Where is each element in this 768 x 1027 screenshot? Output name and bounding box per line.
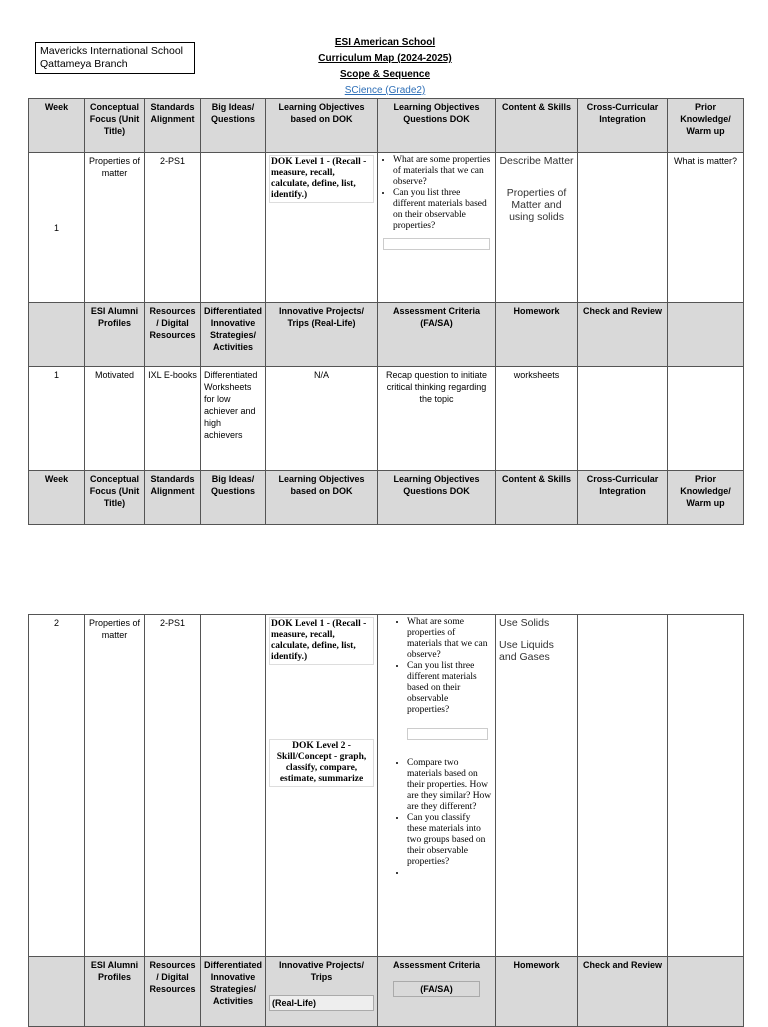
content-item: Use Solids bbox=[499, 617, 550, 629]
resources-cell: IXL E-books bbox=[145, 367, 201, 471]
focus-cell: Properties of matter bbox=[85, 153, 145, 303]
header-line-1: ESI American School bbox=[334, 37, 436, 48]
prior-cell bbox=[668, 615, 744, 957]
header-line-2: Curriculum Map (2024-2025) bbox=[318, 53, 452, 64]
col-week: Week bbox=[29, 471, 85, 525]
col-content-skills: Content & Skills bbox=[496, 99, 578, 153]
questions-cell bbox=[378, 153, 496, 303]
curriculum-table-week-1 bbox=[28, 98, 744, 525]
list-item: • Can you list three different materials based on their observable properties? bbox=[407, 661, 492, 716]
col-alumni: ESI Alumni Profiles bbox=[85, 957, 145, 1027]
questions-cell bbox=[378, 615, 496, 957]
col-objectives-questions: Learning Objectives Questions DOK bbox=[378, 99, 496, 153]
list-item: • Can you classify these materials into two groups based on their observable properties? bbox=[407, 813, 492, 868]
col-content-skills: Content & Skills bbox=[496, 471, 578, 525]
curriculum-table-week-2 bbox=[28, 614, 744, 1027]
list-item: • What are some properties of materials that we can observe? bbox=[407, 617, 492, 661]
projects-subtitle: (Real-Life) bbox=[269, 995, 374, 1011]
col-homework: Homework bbox=[496, 957, 578, 1027]
week-2-row bbox=[29, 615, 744, 957]
col-big-ideas: Big Ideas/ Questions bbox=[201, 471, 266, 525]
col-empty bbox=[29, 957, 85, 1027]
week-number: 1 bbox=[29, 367, 85, 471]
col-week: Week bbox=[29, 99, 85, 153]
col-empty bbox=[668, 303, 744, 367]
col-assessment: Assessment Criteria (FA/SA) bbox=[378, 303, 496, 367]
document-header bbox=[280, 35, 490, 99]
col-check-review: Check and Review bbox=[578, 957, 668, 1027]
content-item: Describe Matter bbox=[499, 155, 574, 167]
list-item: • Compare two materials based on their properties. How are they similar? How are they different? bbox=[407, 758, 492, 813]
list-item: • What are some properties of materials that we can observe? bbox=[393, 155, 492, 188]
big-ideas-cell bbox=[201, 153, 266, 303]
dok-cell bbox=[266, 153, 378, 303]
questions-list-1 bbox=[381, 617, 492, 716]
col-projects: Innovative Projects/ Trips (Real-Life) bbox=[266, 303, 378, 367]
dok-level-2: DOK Level 2 - Skill/Concept - graph, classify, compare, estimate, summarize bbox=[269, 739, 374, 787]
col-prior-knowledge: Prior Knowledge/ Warm up bbox=[668, 99, 744, 153]
dok-level-1: DOK Level 1 - (Recall - measure, recall, calculate, define, list, identify.) bbox=[269, 617, 374, 665]
secondary-header-row bbox=[29, 957, 744, 1027]
assessment-cell: Recap question to initiate critical thinking regarding the topic bbox=[378, 367, 496, 471]
header-row bbox=[29, 99, 744, 153]
content-cell bbox=[496, 615, 578, 957]
col-focus: Conceptual Focus (Unit Title) bbox=[85, 471, 145, 525]
list-item: • Can you list three different materials based on their observable properties? bbox=[393, 188, 492, 232]
homework-cell: worksheets bbox=[496, 367, 578, 471]
col-alumni: ESI Alumni Profiles bbox=[85, 303, 145, 367]
week-1-details-row bbox=[29, 367, 744, 471]
dok-cell bbox=[266, 615, 378, 957]
cross-curricular-cell bbox=[578, 615, 668, 957]
col-cross-curricular: Cross-Curricular Integration bbox=[578, 99, 668, 153]
assessment-title: Assessment Criteria bbox=[392, 960, 481, 970]
school-name-box bbox=[35, 42, 195, 74]
col-cross-curricular: Cross-Curricular Integration bbox=[578, 471, 668, 525]
col-resources: Resources / Digital Resources bbox=[145, 957, 201, 1027]
content-cell bbox=[496, 153, 578, 303]
col-objectives-dok: Learning Objectives based on DOK bbox=[266, 471, 378, 525]
assessment-subtitle: (FA/SA) bbox=[393, 981, 480, 997]
col-projects bbox=[266, 957, 378, 1027]
big-ideas-cell bbox=[201, 615, 266, 957]
col-standards: Standards Alignment bbox=[145, 471, 201, 525]
col-check-review: Check and Review bbox=[578, 303, 668, 367]
col-objectives-questions: Learning Objectives Questions DOK bbox=[378, 471, 496, 525]
col-resources: Resources / Digital Resources bbox=[145, 303, 201, 367]
check-review-cell bbox=[578, 367, 668, 471]
prior-cell: What is matter? bbox=[668, 153, 744, 303]
cross-curricular-cell bbox=[578, 153, 668, 303]
col-prior-knowledge: Prior Knowledge/ Warm up bbox=[668, 471, 744, 525]
subject-line: SCience (Grade2) bbox=[344, 85, 426, 96]
col-big-ideas: Big Ideas/ Questions bbox=[201, 99, 266, 153]
dok-level-1: DOK Level 1 - (Recall - measure, recall, calculate, define, list, identify.) bbox=[269, 155, 374, 203]
col-differentiated: Differentiated Innovative Strategies/ Activities bbox=[201, 303, 266, 367]
projects-title: Innovative Projects/ Trips bbox=[279, 960, 365, 982]
col-empty bbox=[29, 303, 85, 367]
col-objectives-dok: Learning Objectives based on DOK bbox=[266, 99, 378, 153]
standard-cell: 2-PS1 bbox=[145, 153, 201, 303]
header-row-repeat bbox=[29, 471, 744, 525]
projects-cell: N/A bbox=[266, 367, 378, 471]
questions-list-2 bbox=[381, 758, 492, 879]
questions-list bbox=[381, 155, 492, 232]
week-1-row bbox=[29, 153, 744, 303]
week-number: 2 bbox=[29, 615, 85, 957]
col-homework: Homework bbox=[496, 303, 578, 367]
header-line-3: Scope & Sequence bbox=[339, 69, 431, 80]
list-item bbox=[407, 868, 492, 879]
empty-text-box bbox=[407, 728, 488, 740]
standard-cell: 2-PS1 bbox=[145, 615, 201, 957]
content-item: Use Liquids and Gases bbox=[499, 639, 554, 663]
col-differentiated: Differentiated Innovative Strategies/ Activities bbox=[201, 957, 266, 1027]
empty-text-box bbox=[383, 238, 490, 250]
school-branch: Qattameya Branch bbox=[40, 58, 128, 70]
content-item: Properties of Matter and using solids bbox=[506, 187, 567, 223]
empty-cell bbox=[668, 367, 744, 471]
col-empty bbox=[668, 957, 744, 1027]
week-number: 1 bbox=[29, 153, 85, 303]
differentiated-cell: Differentiated Worksheets for low achiever and high achievers bbox=[201, 367, 266, 471]
col-focus: Conceptual Focus (Unit Title) bbox=[85, 99, 145, 153]
alumni-cell: Motivated bbox=[85, 367, 145, 471]
col-assessment bbox=[378, 957, 496, 1027]
col-standards: Standards Alignment bbox=[145, 99, 201, 153]
secondary-header-row bbox=[29, 303, 744, 367]
focus-cell: Properties of matter bbox=[85, 615, 145, 957]
school-name: Mavericks International School bbox=[40, 45, 183, 57]
